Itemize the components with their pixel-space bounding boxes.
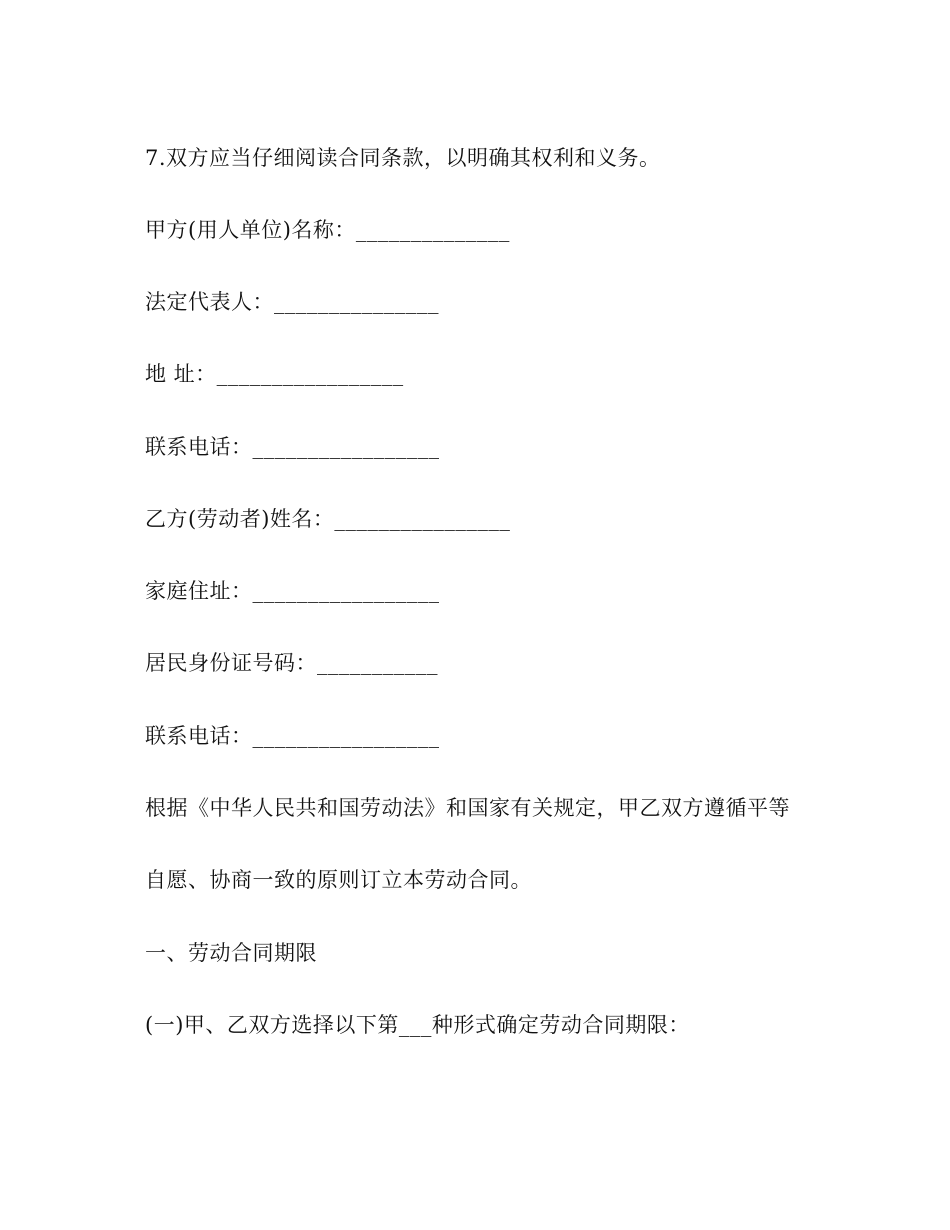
id-number-field: 居民身份证号码：___________ <box>145 651 438 675</box>
party-b-phone-field: 联系电话：_________________ <box>145 724 440 748</box>
legal-basis-paragraph-line-1: 根据《中华人民共和国劳动法》和国家有关规定，甲乙双方遵循平等 <box>145 796 790 820</box>
section-heading: 一、劳动合同期限 <box>145 941 317 965</box>
address-field: 地 址：_________________ <box>145 362 404 386</box>
party-a-phone-field: 联系电话：_________________ <box>145 435 440 459</box>
clause-7-text: 7.双方应当仔细阅读合同条款，以明确其权利和义务。 <box>145 146 661 170</box>
party-b-name-field: 乙方(劳动者)姓名：________________ <box>145 507 511 531</box>
legal-basis-paragraph-line-2: 自愿、协商一致的原则订立本劳动合同。 <box>145 868 532 892</box>
party-a-name-field: 甲方(用人单位)名称：______________ <box>145 218 510 242</box>
legal-representative-field: 法定代表人：_______________ <box>145 290 439 314</box>
contract-term-clause: (一)甲、乙双方选择以下第___种形式确定劳动合同期限： <box>145 1013 690 1037</box>
home-address-field: 家庭住址：_________________ <box>145 579 440 603</box>
